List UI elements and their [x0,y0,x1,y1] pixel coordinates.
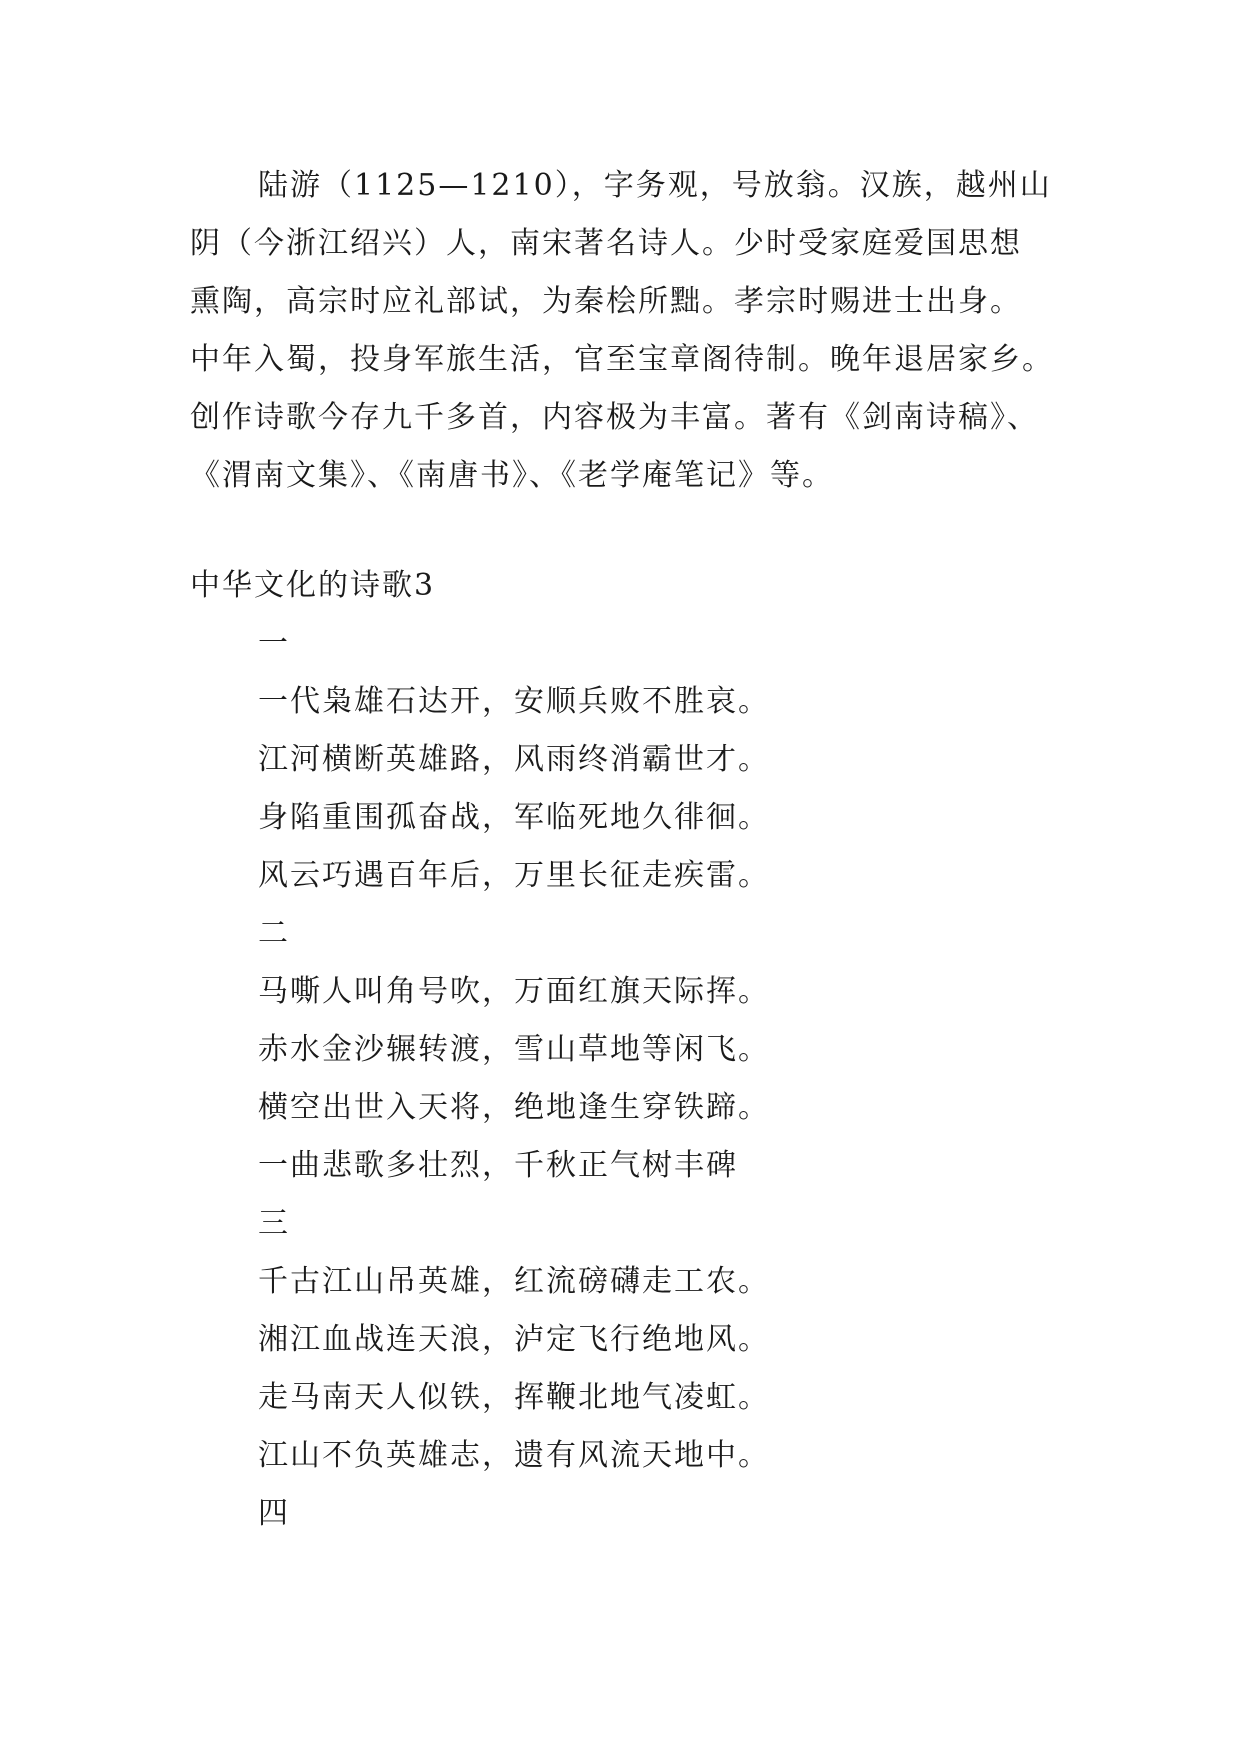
stanza-number: 三 [258,1206,290,1241]
poem-line: 江河横断英雄路，风雨终消霸世才。 [258,742,770,777]
poem-line: 江山不负英雄志，遗有风流天地中。 [258,1438,770,1473]
stanza-number: 二 [258,916,290,951]
poem-line: 风云巧遇百年后，万里长征走疾雷。 [258,858,770,893]
stanza-number: 一 [258,626,290,661]
poem-line: 走马南天人似铁，挥鞭北地气凌虹。 [258,1380,770,1415]
poem-line: 千古江山吊英雄，红流磅礴走工农。 [258,1264,770,1299]
poem-line: 一曲悲歌多壮烈，千秋正气树丰碑 [258,1148,738,1183]
poem-line: 横空出世入天将，绝地逢生穿铁蹄。 [258,1090,770,1125]
intro-line: 创作诗歌今存九千多首，内容极为丰富。著有《剑南诗稿》、 [190,400,1039,435]
section-title: 中华文化的诗歌3 [190,568,436,603]
intro-line: 中年入蜀，投身军旅生活，官至宝章阁待制。晚年退居家乡。 [190,342,1054,377]
poem-line: 赤水金沙辗转渡，雪山草地等闲飞。 [258,1032,770,1067]
stanza-number: 四 [258,1496,290,1531]
intro-line: 陆游（1125—1210），字务观，号放翁。汉族，越州山 [258,168,1052,203]
intro-line: 熏陶，高宗时应礼部试，为秦桧所黜。孝宗时赐进士出身。 [190,284,1022,319]
poem-line: 一代枭雄石达开，安顺兵败不胜哀。 [258,684,770,719]
intro-line: 《渭南文集》、《南唐书》、《老学庵笔记》等。 [190,458,834,493]
poem-line: 马嘶人叫角号吹，万面红旗天际挥。 [258,974,770,1009]
poem-line: 身陷重围孤奋战，军临死地久徘徊。 [258,800,770,835]
intro-line: 阴（今浙江绍兴）人，南宋著名诗人。少时受家庭爱国思想 [190,226,1022,261]
poem-line: 湘江血战连天浪，泸定飞行绝地风。 [258,1322,770,1357]
